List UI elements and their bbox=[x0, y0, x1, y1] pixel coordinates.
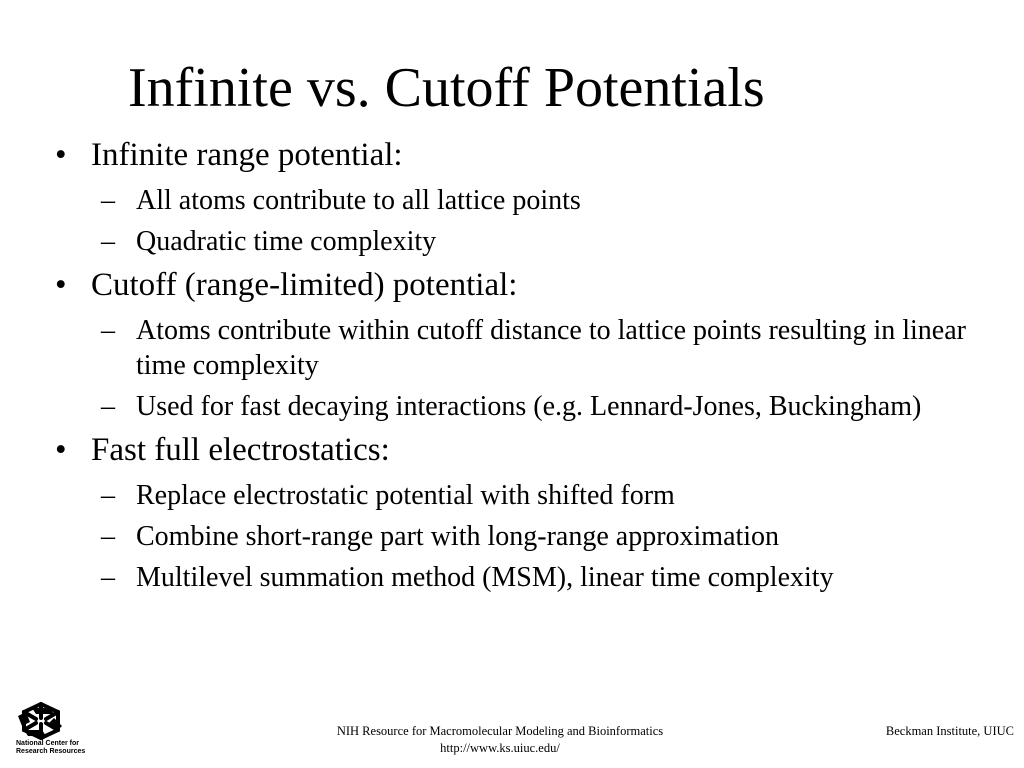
bullet-text: Fast full electrostatics: bbox=[91, 432, 390, 468]
bullet-text: Cutoff (range-limited) potential: bbox=[91, 267, 518, 303]
sub-item bbox=[91, 560, 1002, 595]
sub-list bbox=[91, 313, 1002, 424]
sub-item bbox=[91, 478, 1002, 513]
footer-url[interactable]: http://www.ks.uiuc.edu/ bbox=[440, 741, 560, 755]
sub-item bbox=[91, 224, 1002, 259]
sub-item bbox=[91, 389, 1002, 424]
dash-icon: – bbox=[101, 185, 115, 216]
footer-org-name: NIH Resource for Macromolecular Modeling and Bioinformatics bbox=[336, 724, 664, 738]
logo-caption-line1: National Center for bbox=[16, 740, 80, 747]
sub-item-text: Combine short-range part with long-range approximation bbox=[136, 521, 780, 552]
sub-item bbox=[91, 519, 1002, 554]
bullet-icon: • bbox=[55, 267, 67, 303]
sub-list bbox=[91, 478, 1002, 595]
dash-icon: – bbox=[101, 562, 115, 593]
sub-item bbox=[91, 313, 1002, 383]
ncrr-logo bbox=[6, 698, 86, 764]
dash-icon: – bbox=[101, 391, 115, 422]
bullet-icon: • bbox=[55, 137, 67, 173]
footer bbox=[0, 718, 1024, 768]
footer-center bbox=[290, 723, 710, 757]
bullet-item bbox=[52, 133, 1002, 259]
sub-item-text: All atoms contribute to all lattice points bbox=[136, 185, 581, 216]
dash-icon: – bbox=[101, 521, 115, 552]
sub-item-text: Atoms contribute within cutoff distance to lattice points resulting in linear time complexity bbox=[136, 315, 966, 381]
slide-title: Infinite vs. Cutoff Potentials bbox=[128, 57, 765, 119]
sub-item bbox=[91, 183, 1002, 218]
sub-item-text: Used for fast decaying interactions (e.g. Lennard-Jones, Buckingham) bbox=[136, 391, 922, 422]
sub-item-text: Replace electrostatic potential with shifted form bbox=[136, 480, 675, 511]
sub-list bbox=[91, 183, 1002, 259]
footer-institution: Beckman Institute, UIUC bbox=[885, 724, 1014, 738]
sub-item-text: Quadratic time complexity bbox=[136, 226, 437, 257]
logo-caption bbox=[16, 740, 86, 756]
sub-item-text: Multilevel summation method (MSM), linear time complexity bbox=[136, 562, 834, 593]
bullet-list bbox=[52, 133, 1002, 599]
bullet-item bbox=[52, 263, 1002, 424]
bullet-icon: • bbox=[55, 432, 67, 468]
dash-icon: – bbox=[101, 226, 115, 257]
dash-icon: – bbox=[101, 315, 115, 346]
bullet-text: Infinite range potential: bbox=[91, 137, 403, 173]
logo-caption-line2: Research Resources bbox=[16, 748, 86, 755]
dash-icon: – bbox=[101, 480, 115, 511]
ncrr-logo-icon bbox=[6, 698, 76, 744]
bullet-item bbox=[52, 428, 1002, 595]
